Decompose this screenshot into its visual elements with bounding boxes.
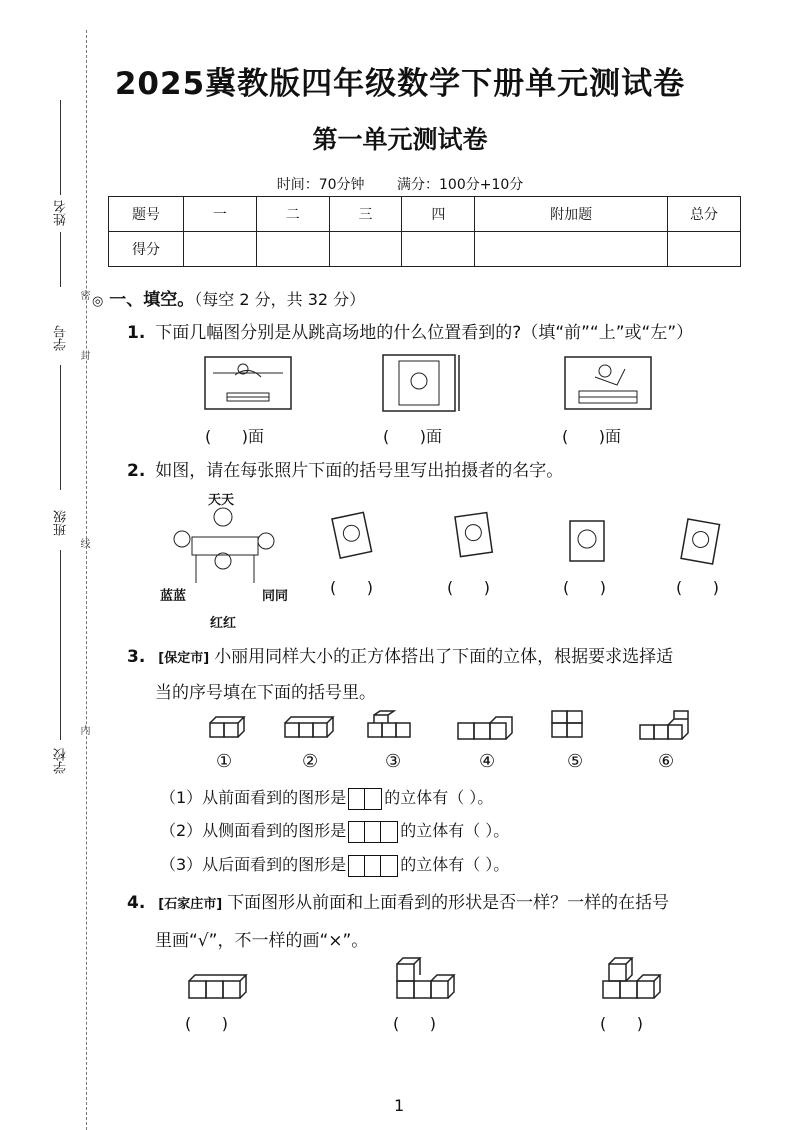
sub-question-answer[interactable]: 的立体有（ ）。 [384,788,494,807]
name-field-label: 姓名 [54,200,69,226]
score-table-score-row [109,232,741,267]
cut-mark: 密 [78,290,89,300]
solid-label: ⑥ [658,751,675,772]
question-text: 如图，请在每张照片下面的括号里写出拍摄者的名字。 [155,461,564,481]
answer-blank[interactable]: ( )面 [562,427,622,446]
table-header: 一 [184,197,257,232]
question-text: 小丽用同样大小的正方体搭出了下面的立体，根据要求选择适 [214,647,674,667]
answer-blank[interactable]: ( ) [447,578,490,597]
answer-blank[interactable]: ( ) [185,1014,228,1033]
q3-sub-1 [160,785,493,810]
table-header: 二 [256,197,329,232]
score-cell[interactable] [402,232,475,267]
answer-blank[interactable]: ( ) [563,578,606,597]
answer-blank[interactable]: ( ) [393,1014,436,1033]
solid-label: ① [216,751,233,772]
children-around-table-picture [174,508,274,583]
solid-6-icon [640,711,688,739]
cut-mark: 内 [78,725,89,735]
q3-sub-2 [160,818,509,843]
solid-4-icon [458,717,512,739]
answer-blank[interactable]: ( ) [330,578,373,597]
page-number: 1 [394,1096,405,1115]
two-square-view-icon [348,788,382,810]
answer-blank[interactable]: ( ) [600,1014,643,1033]
full-score: 满分：100分+10分 [397,177,524,193]
cut-mark: 线 [78,538,89,548]
name-right: 同同 [262,589,289,604]
table-header: 题号 [109,197,184,232]
id-field-line [60,365,61,490]
question-text: 下面图形从前面和上面看到的形状是否一样？一样的在括号 [227,893,670,913]
class-field-label: 班级 [54,510,69,536]
name-top: 天天 [208,493,235,508]
score-cell[interactable] [668,232,741,267]
sub-question-answer[interactable]: 的立体有（ ）。 [400,855,510,874]
source-tag: [石家庄市] [158,897,223,912]
exam-info [0,174,800,194]
binding-line [86,30,87,1130]
section-note: （每空 2 分，共 32 分） [194,290,366,309]
section-marker-icon: ◎ [92,294,104,309]
score-cell[interactable] [475,232,668,267]
solid-3-icon [368,711,410,737]
page-title: 2025冀教版四年级数学下册单元测试卷 [114,66,686,102]
name-field-line [60,100,61,195]
photo-4-icon [681,519,719,564]
score-cell[interactable] [184,232,257,267]
sub-question-answer[interactable]: 的立体有（ ）。 [400,821,510,840]
photo-2-icon [455,513,492,557]
question-number: 4. [127,893,146,913]
table-row-label: 得分 [109,232,184,267]
source-tag: [保定市] [158,651,210,666]
question-1 [127,318,693,343]
id-field-label: 学号 [54,325,69,351]
high-jump-front-view-picture [205,357,291,409]
sub-question-text: （1）从前面看到的图形是 [160,788,347,807]
question-text: 下面几幅图分别是从跳高场地的什么位置看到的?（填“前”“上”或“左”） [155,323,694,343]
name-field-line [60,232,61,287]
question-3 [127,642,673,667]
cut-mark: 封 [78,350,89,360]
solid-2-icon [285,717,333,737]
solid-label: ④ [479,751,496,772]
question-number: 3. [127,647,146,667]
solid-label: ③ [385,751,402,772]
q3-solids [200,705,720,745]
photo-3-icon [570,521,604,561]
table-header: 四 [402,197,475,232]
question-3-line-2: 当的序号填在下面的括号里。 [155,683,376,703]
question-2 [127,456,563,481]
score-table [108,196,741,267]
class-field-line [60,550,61,740]
solid-label: ② [302,751,319,772]
table-header: 总分 [668,197,741,232]
score-table-header-row [109,197,741,232]
photo-1-icon [332,512,372,558]
table-header: 三 [329,197,402,232]
solid-step-shape-icon [603,958,660,998]
high-jump-left-view-picture [565,357,651,409]
table-header: 附加题 [475,197,668,232]
three-square-view-icon [348,855,398,877]
page-subtitle: 第一单元测试卷 [312,125,488,154]
question-number: 1. [127,323,146,343]
solid-l-shape-icon [397,958,454,998]
question-4-line-2: 里画“√”，不一样的画“×”。 [155,931,369,951]
section-heading [92,285,365,310]
solid-1-icon [210,717,244,737]
solid-5-icon [552,711,582,737]
school-field-label: 学校 [54,748,69,774]
three-square-view-icon [348,821,398,843]
score-cell[interactable] [329,232,402,267]
high-jump-top-view-picture [383,355,459,411]
name-left: 蓝蓝 [160,589,187,604]
name-bottom: 红红 [210,616,237,631]
section-title: 一、填空。 [109,290,195,310]
sub-question-text: （2）从侧面看到的图形是 [160,821,347,840]
question-4 [127,888,669,913]
solid-label: ⑤ [567,751,584,772]
answer-blank[interactable]: ( )面 [383,427,443,446]
sub-question-text: （3）从后面看到的图形是 [160,855,347,874]
q3-sub-3 [160,852,509,877]
q4-solids [185,955,665,1005]
score-cell[interactable] [256,232,329,267]
answer-blank[interactable]: ( )面 [205,427,265,446]
time-limit: 时间：70分钟 [276,177,365,193]
solid-row-three-icon [189,975,246,998]
answer-blank[interactable]: ( ) [676,578,719,597]
question-number: 2. [127,461,146,481]
q1-pictures [205,355,685,417]
